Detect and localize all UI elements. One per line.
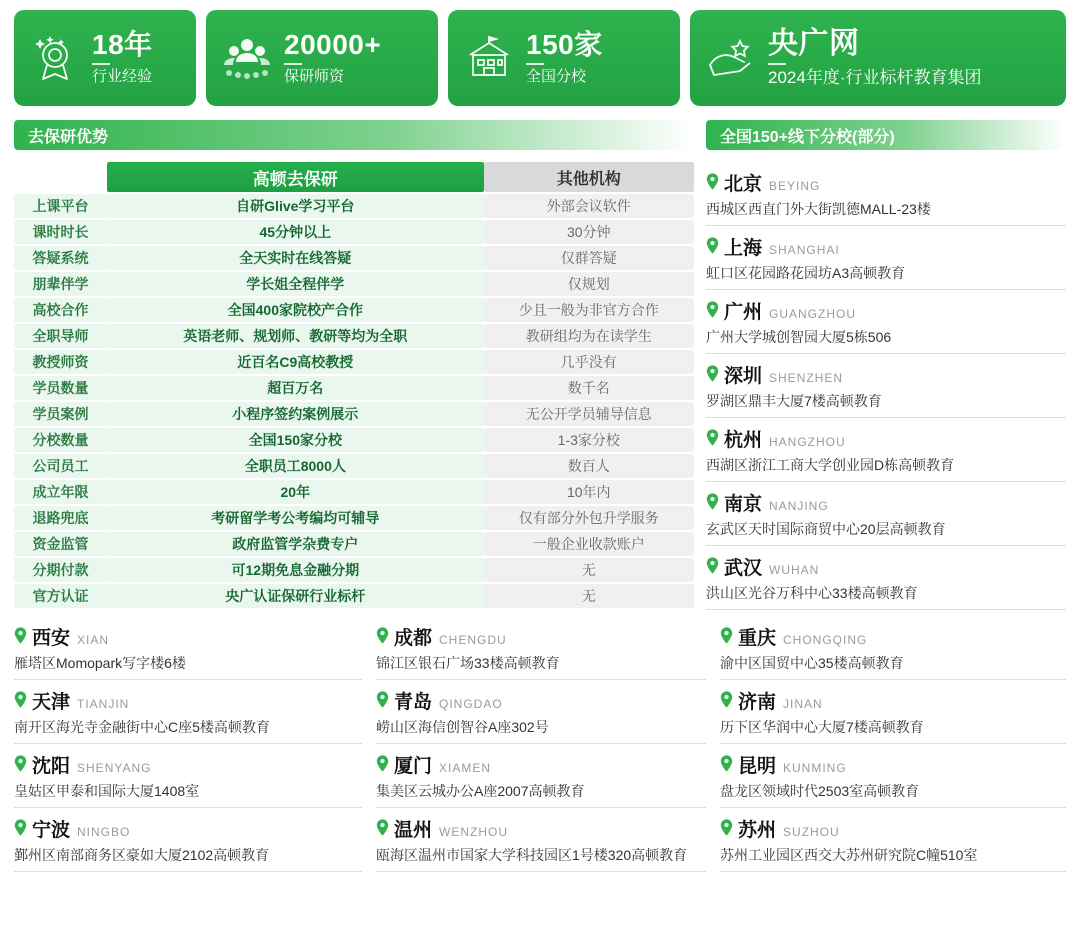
campus-city: 重庆 — [738, 628, 777, 649]
table-row — [14, 428, 694, 452]
campus-pinyin: HANGZHOU — [769, 435, 846, 449]
campus-city: 青岛 — [394, 692, 433, 713]
row-label: 公司员工 — [14, 454, 107, 478]
row-ours: 全天实时在线答疑 — [107, 246, 483, 270]
row-others: 几乎没有 — [484, 350, 694, 374]
row-ours: 可12期免息金融分期 — [107, 558, 483, 582]
badge-subtitle: 保研师资 — [284, 68, 345, 86]
table-row — [14, 220, 694, 244]
row-others: 外部会议软件 — [484, 194, 694, 218]
location-pin-icon — [376, 691, 389, 712]
table-row — [14, 246, 694, 270]
campus-list-item — [706, 354, 1066, 418]
table-header-ours: 高顿去保研 — [107, 162, 483, 192]
campus-pinyin: JINAN — [783, 697, 823, 711]
row-ours: 学长姐全程伴学 — [107, 272, 483, 296]
campus-address: 南开区海光寺金融街中心C座5楼高顿教育 — [14, 719, 270, 735]
row-others: 无 — [484, 584, 694, 608]
campus-address: 罗湖区鼎丰大厦7楼高顿教育 — [706, 393, 882, 409]
row-label: 官方认证 — [14, 584, 107, 608]
comparison-column — [14, 160, 694, 610]
campus-address: 广州大学城创智园大厦5栋506 — [706, 329, 892, 345]
row-label: 教授师资 — [14, 350, 107, 374]
campus-list-item — [720, 744, 1066, 808]
row-ours: 小程序签约案例展示 — [107, 402, 483, 426]
campus-pinyin: SHENZHEN — [769, 371, 844, 385]
campus-pinyin: XIAN — [77, 633, 110, 647]
row-ours: 超百万名 — [107, 376, 483, 400]
row-others: 无公开学员辅导信息 — [484, 402, 694, 426]
divider — [768, 63, 786, 65]
badge-teachers — [206, 10, 438, 106]
campus-list-item — [14, 680, 362, 744]
row-ours: 近百名C9高校教授 — [107, 350, 483, 374]
campus-address: 苏州工业园区西交大苏州研究院C幢510室 — [720, 847, 978, 863]
table-row — [14, 324, 694, 348]
campus-city: 深圳 — [724, 366, 763, 387]
campus-pinyin: XIAMEN — [439, 761, 492, 775]
table-row — [14, 532, 694, 556]
people-group-icon — [220, 31, 274, 85]
campus-address: 虹口区花园路花园坊A3高顿教育 — [706, 265, 906, 281]
campus-head — [376, 815, 706, 842]
campus-address: 集美区云城办公A座2007高顿教育 — [376, 783, 585, 799]
campus-bottom-col-1 — [14, 616, 362, 872]
campus-head — [706, 361, 1066, 388]
table-row — [14, 558, 694, 582]
campus-list-item — [376, 744, 706, 808]
location-pin-icon — [376, 819, 389, 840]
row-label: 退路兜底 — [14, 506, 107, 530]
campus-pinyin: TIANJIN — [77, 697, 130, 711]
campus-head — [376, 623, 706, 650]
campus-address: 雁塔区Momopark写字楼6楼 — [14, 655, 186, 671]
badge-campuses — [448, 10, 680, 106]
campus-list-item — [14, 616, 362, 680]
highlight-badges — [14, 10, 1066, 106]
campus-head — [14, 815, 362, 842]
row-ours: 英语老师、规划师、教研等均为全职 — [107, 324, 483, 348]
location-pin-icon — [706, 557, 719, 578]
table-header-row — [14, 162, 694, 192]
campus-head — [720, 687, 1066, 714]
medal-icon — [28, 31, 82, 85]
campus-city: 成都 — [394, 628, 433, 649]
row-others: 仅群答疑 — [484, 246, 694, 270]
campus-head — [14, 623, 362, 650]
location-pin-icon — [14, 691, 27, 712]
campus-pinyin: BEYING — [769, 179, 821, 193]
badge-experience — [14, 10, 196, 106]
row-label: 答疑系统 — [14, 246, 107, 270]
campus-city: 武汉 — [724, 558, 763, 579]
campus-city: 南京 — [724, 494, 763, 515]
campus-pinyin: KUNMING — [783, 761, 847, 775]
campus-pinyin: NANJING — [769, 499, 829, 513]
table-row — [14, 350, 694, 374]
badge-title: 150家 — [526, 28, 603, 60]
row-others: 数千名 — [484, 376, 694, 400]
row-ours: 45分钟以上 — [107, 220, 483, 244]
main-content — [14, 160, 1066, 610]
location-pin-icon — [720, 627, 733, 648]
campus-city: 沈阳 — [32, 756, 71, 777]
divider — [284, 63, 302, 65]
location-pin-icon — [706, 493, 719, 514]
campus-head — [706, 553, 1066, 580]
row-label: 资金监管 — [14, 532, 107, 556]
campus-pinyin: WUHAN — [769, 563, 820, 577]
row-ours: 全职员工8000人 — [107, 454, 483, 478]
campus-list-item — [14, 808, 362, 872]
table-row — [14, 402, 694, 426]
campus-city: 西安 — [32, 628, 71, 649]
campus-head — [14, 687, 362, 714]
campus-head — [706, 169, 1066, 196]
table-row — [14, 454, 694, 478]
row-ours: 央广认证保研行业标杆 — [107, 584, 483, 608]
badge-award — [690, 10, 1066, 106]
section-headers — [14, 120, 1066, 150]
badge-title: 20000+ — [284, 28, 382, 60]
campus-list-item — [706, 418, 1066, 482]
row-label: 上课平台 — [14, 194, 107, 218]
badge-subtitle: 2024年度·行业标杆教育集团 — [768, 68, 982, 88]
campus-bottom-grid — [14, 616, 1066, 872]
row-others: 一般企业收款账户 — [484, 532, 694, 556]
hand-star-icon — [704, 31, 758, 85]
campus-list-item — [376, 616, 706, 680]
row-ours: 考研留学考公考编均可辅导 — [107, 506, 483, 530]
location-pin-icon — [14, 755, 27, 776]
row-label: 学员数量 — [14, 376, 107, 400]
row-others: 仅规划 — [484, 272, 694, 296]
location-pin-icon — [720, 819, 733, 840]
campus-city: 温州 — [394, 820, 433, 841]
campus-head — [14, 751, 362, 778]
campus-address: 盘龙区领域时代2503室高顿教育 — [720, 783, 920, 799]
row-label: 分期付款 — [14, 558, 107, 582]
badge-subtitle: 行业经验 — [92, 68, 153, 86]
campus-list-item — [376, 808, 706, 872]
campus-address: 锦江区银石广场33楼高顿教育 — [376, 655, 560, 671]
campus-head — [706, 425, 1066, 452]
campus-address: 西湖区浙江工商大学创业园D栋高顿教育 — [706, 457, 955, 473]
campus-list-item — [706, 546, 1066, 610]
campus-list-item — [706, 226, 1066, 290]
campus-city: 上海 — [724, 238, 763, 259]
row-ours: 全国400家院校产合作 — [107, 298, 483, 322]
row-label: 学员案例 — [14, 402, 107, 426]
campus-pinyin: SHENYANG — [77, 761, 152, 775]
campus-head — [720, 623, 1066, 650]
campus-list-item — [376, 680, 706, 744]
campus-address: 渝中区国贸中心35楼高顿教育 — [720, 655, 904, 671]
campus-pinyin: CHONGQING — [783, 633, 868, 647]
campus-head — [706, 233, 1066, 260]
row-others: 数百人 — [484, 454, 694, 478]
table-row — [14, 584, 694, 608]
location-pin-icon — [720, 755, 733, 776]
row-ours: 全国150家分校 — [107, 428, 483, 452]
campus-city: 宁波 — [32, 820, 71, 841]
location-pin-icon — [706, 429, 719, 450]
campus-head — [720, 751, 1066, 778]
campus-bottom-col-2 — [376, 616, 706, 872]
table-row — [14, 480, 694, 504]
table-header-others: 其他机构 — [484, 162, 694, 192]
campus-bottom-col-3 — [720, 616, 1066, 872]
row-others: 教研组均为在读学生 — [484, 324, 694, 348]
location-pin-icon — [376, 755, 389, 776]
divider — [526, 63, 544, 65]
campus-address: 历下区华润中心大厦7楼高顿教育 — [720, 719, 924, 735]
row-label: 高校合作 — [14, 298, 107, 322]
campus-pinyin: SUZHOU — [783, 825, 840, 839]
location-pin-icon — [720, 691, 733, 712]
campus-pinyin: GUANGZHOU — [769, 307, 857, 321]
row-label: 成立年限 — [14, 480, 107, 504]
campus-city: 昆明 — [738, 756, 777, 777]
campus-address: 玄武区天时国际商贸中心20层高顿教育 — [706, 521, 946, 537]
campus-city: 杭州 — [724, 430, 763, 451]
campus-list-item — [14, 744, 362, 808]
campus-pinyin: QINGDAO — [439, 697, 503, 711]
campus-pinyin: NINGBO — [77, 825, 131, 839]
campus-list-item — [720, 616, 1066, 680]
campus-city: 北京 — [724, 174, 763, 195]
table-row — [14, 376, 694, 400]
row-label: 课时时长 — [14, 220, 107, 244]
campus-pinyin: WENZHOU — [439, 825, 509, 839]
row-others: 无 — [484, 558, 694, 582]
campus-address: 西城区西直门外大街凯德MALL-23楼 — [706, 201, 931, 217]
campus-head — [706, 297, 1066, 324]
row-label: 朋辈伴学 — [14, 272, 107, 296]
campus-city: 天津 — [32, 692, 71, 713]
table-row — [14, 272, 694, 296]
row-others: 30分钟 — [484, 220, 694, 244]
location-pin-icon — [706, 173, 719, 194]
campus-head — [720, 815, 1066, 842]
location-pin-icon — [14, 819, 27, 840]
campus-head — [376, 751, 706, 778]
row-others: 仅有部分外包升学服务 — [484, 506, 694, 530]
campus-address: 皇姑区甲泰和国际大厦1408室 — [14, 783, 200, 799]
campus-address: 洪山区光谷万科中心33楼高顿教育 — [706, 585, 918, 601]
location-pin-icon — [706, 237, 719, 258]
campus-list-item — [720, 808, 1066, 872]
table-row — [14, 506, 694, 530]
campus-pinyin: CHENGDU — [439, 633, 507, 647]
school-building-icon — [462, 31, 516, 85]
row-others: 1-3家分校 — [484, 428, 694, 452]
campus-head — [706, 489, 1066, 516]
campus-pinyin: SHANGHAI — [769, 243, 840, 257]
campus-city: 济南 — [738, 692, 777, 713]
row-label: 全职导师 — [14, 324, 107, 348]
row-others: 10年内 — [484, 480, 694, 504]
campus-address: 鄞州区南部商务区豪如大厦2102高顿教育 — [14, 847, 270, 863]
row-ours: 政府监管学杂费专户 — [107, 532, 483, 556]
badge-subtitle: 全国分校 — [526, 68, 587, 86]
location-pin-icon — [706, 301, 719, 322]
location-pin-icon — [14, 627, 27, 648]
campus-head — [376, 687, 706, 714]
table-row — [14, 194, 694, 218]
row-ours: 自研Glive学习平台 — [107, 194, 483, 218]
campus-list-item — [706, 482, 1066, 546]
badge-title: 18年 — [92, 28, 153, 60]
badge-title: 央广网 — [768, 27, 860, 61]
table-row — [14, 298, 694, 322]
row-label: 分校数量 — [14, 428, 107, 452]
campus-list-item — [720, 680, 1066, 744]
campus-city: 苏州 — [738, 820, 777, 841]
comparison-table — [14, 160, 694, 610]
campus-section-title: 全国150+线下分校(部分) — [706, 120, 1066, 150]
campus-address: 崂山区海信创智谷A座302号 — [376, 719, 549, 735]
campus-city: 广州 — [724, 302, 763, 323]
row-others: 少且一般为非官方合作 — [484, 298, 694, 322]
advantage-section-title: 去保研优势 — [14, 120, 694, 150]
divider — [92, 63, 110, 65]
campus-city: 厦门 — [394, 756, 433, 777]
campus-list-item — [706, 290, 1066, 354]
row-ours: 20年 — [107, 480, 483, 504]
table-header-label — [14, 162, 107, 192]
campus-address: 瓯海区温州市国家大学科技园区1号楼320高顿教育 — [376, 847, 688, 863]
campus-column — [706, 160, 1066, 610]
location-pin-icon — [706, 365, 719, 386]
campus-list-item — [706, 162, 1066, 226]
location-pin-icon — [376, 627, 389, 648]
